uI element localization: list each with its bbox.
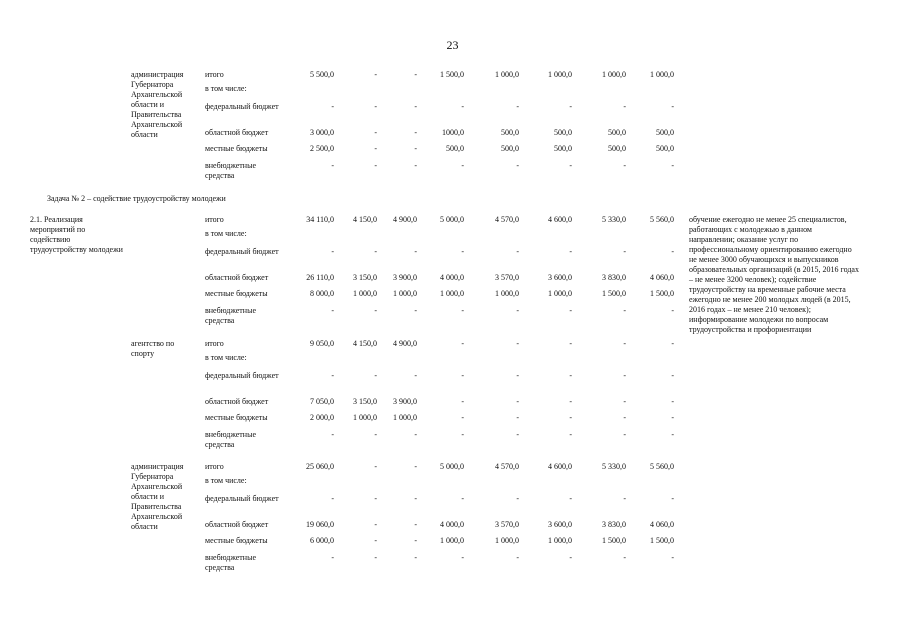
value-cell: -: [516, 161, 519, 170]
value-cell: 3 830,0: [602, 520, 626, 529]
org-name: администрация Губернатора Архангельской области и Правительства Архангельской области: [131, 70, 184, 139]
value-cell: -: [414, 306, 417, 315]
value-cell: -: [569, 430, 572, 439]
value-cell: -: [569, 306, 572, 315]
value-cell: 1 500,0: [602, 289, 626, 298]
org-name: администрация Губернатора Архангельской области и Правительства Архангельской области: [131, 462, 184, 531]
value-cell: 1 500,0: [650, 536, 674, 545]
value-cell: -: [516, 371, 519, 380]
row-label: внебюджетные средства: [205, 306, 256, 325]
value-cell: -: [374, 102, 377, 111]
value-cell: -: [331, 430, 334, 439]
value-cell: -: [414, 161, 417, 170]
value-cell: 5 560,0: [650, 215, 674, 224]
value-cell: -: [374, 371, 377, 380]
value-cell: -: [623, 553, 626, 562]
value-cell: -: [374, 553, 377, 562]
value-cell: 4 060,0: [650, 273, 674, 282]
value-cell: -: [374, 430, 377, 439]
row-label: федеральный бюджет: [205, 494, 279, 503]
value-cell: 19 060,0: [306, 520, 334, 529]
value-cell: -: [671, 371, 674, 380]
value-cell: -: [461, 553, 464, 562]
value-cell: -: [374, 494, 377, 503]
task-heading: Задача № 2 – содействие трудоустройству молодежи: [47, 194, 226, 203]
value-cell: 500,0: [501, 144, 519, 153]
value-cell: 3 000,0: [310, 128, 334, 137]
value-cell: -: [623, 397, 626, 406]
row-label: внебюджетные средства: [205, 161, 256, 180]
value-cell: -: [331, 553, 334, 562]
value-cell: -: [671, 306, 674, 315]
value-cell: 8 000,0: [310, 289, 334, 298]
row-label: местные бюджеты: [205, 536, 268, 545]
value-cell: 1 000,0: [440, 536, 464, 545]
value-cell: 1 000,0: [353, 289, 377, 298]
row-label: итого: [205, 339, 224, 348]
value-cell: 3 150,0: [353, 273, 377, 282]
value-cell: -: [671, 397, 674, 406]
value-cell: 1 000,0: [602, 70, 626, 79]
row-label: федеральный бюджет: [205, 247, 279, 256]
value-cell: -: [461, 247, 464, 256]
value-cell: 2 000,0: [310, 413, 334, 422]
value-cell: -: [414, 462, 417, 471]
value-cell: -: [623, 413, 626, 422]
value-cell: -: [461, 339, 464, 348]
value-cell: -: [414, 247, 417, 256]
value-cell: 25 060,0: [306, 462, 334, 471]
value-cell: 1 500,0: [650, 289, 674, 298]
value-cell: -: [516, 553, 519, 562]
row-label: итого: [205, 215, 224, 224]
value-cell: 1 000,0: [650, 70, 674, 79]
value-cell: -: [671, 494, 674, 503]
row-label: местные бюджеты: [205, 289, 268, 298]
value-cell: -: [516, 430, 519, 439]
value-cell: -: [671, 413, 674, 422]
value-cell: -: [671, 247, 674, 256]
value-cell: 1 000,0: [548, 70, 572, 79]
value-cell: -: [414, 430, 417, 439]
value-cell: 7 050,0: [310, 397, 334, 406]
value-cell: 4 150,0: [353, 215, 377, 224]
value-cell: -: [461, 102, 464, 111]
value-cell: 1 000,0: [393, 413, 417, 422]
row-label: внебюджетные средства: [205, 430, 256, 449]
value-cell: -: [623, 161, 626, 170]
value-cell: 3 830,0: [602, 273, 626, 282]
value-cell: -: [461, 494, 464, 503]
value-cell: 3 150,0: [353, 397, 377, 406]
value-cell: -: [331, 161, 334, 170]
value-cell: -: [461, 413, 464, 422]
value-cell: -: [331, 494, 334, 503]
value-cell: -: [569, 161, 572, 170]
row-label: местные бюджеты: [205, 413, 268, 422]
org-name: агентство по спорту: [131, 339, 175, 358]
value-cell: 1 000,0: [495, 536, 519, 545]
value-cell: 2 500,0: [310, 144, 334, 153]
value-cell: -: [516, 306, 519, 315]
value-cell: 5 000,0: [440, 462, 464, 471]
value-cell: 1 500,0: [440, 70, 464, 79]
row-label: итого: [205, 462, 224, 471]
value-cell: -: [414, 536, 417, 545]
value-cell: -: [569, 247, 572, 256]
row-label: областной бюджет: [205, 520, 269, 529]
row-label: в том числе:: [205, 353, 247, 362]
value-cell: -: [374, 462, 377, 471]
value-cell: -: [374, 520, 377, 529]
value-cell: -: [516, 339, 519, 348]
value-cell: 1 000,0: [548, 536, 572, 545]
value-cell: -: [414, 520, 417, 529]
value-cell: -: [374, 161, 377, 170]
value-cell: -: [569, 413, 572, 422]
value-cell: 1000,0: [442, 128, 464, 137]
value-cell: -: [461, 397, 464, 406]
row-label: в том числе:: [205, 229, 247, 238]
value-cell: -: [414, 553, 417, 562]
value-cell: 4 150,0: [353, 339, 377, 348]
row-label: внебюджетные средства: [205, 553, 256, 572]
value-cell: 3 600,0: [548, 520, 572, 529]
value-cell: 4 600,0: [548, 215, 572, 224]
expected-results: обучение ежегодно не менее 25 специалистов, работающих с молодежью в данном направлении; оказание услуг по профессиональному ориентированию ежегодно не менее 3000 обучающихся и выпускников образовательных организаций (в 2015, 2016 годах – не менее 3200 человек); содействие трудоустройству на временные рабочие места ежегодно не менее 200 молодых людей (в 2015, 2016 годах – не менее 210 человек); информирование молодежи по вопросам трудоустройства и профориентации: [689, 215, 859, 334]
value-cell: 500,0: [446, 144, 464, 153]
value-cell: -: [331, 306, 334, 315]
value-cell: 1 000,0: [440, 289, 464, 298]
value-cell: -: [569, 371, 572, 380]
value-cell: 26 110,0: [306, 273, 334, 282]
value-cell: -: [671, 161, 674, 170]
value-cell: -: [374, 306, 377, 315]
value-cell: -: [461, 161, 464, 170]
value-cell: 3 570,0: [495, 520, 519, 529]
value-cell: 4 900,0: [393, 339, 417, 348]
value-cell: -: [623, 102, 626, 111]
value-cell: 4 000,0: [440, 273, 464, 282]
value-cell: 3 570,0: [495, 273, 519, 282]
value-cell: 1 000,0: [495, 70, 519, 79]
value-cell: 5 000,0: [440, 215, 464, 224]
value-cell: 5 330,0: [602, 215, 626, 224]
value-cell: 3 900,0: [393, 273, 417, 282]
value-cell: -: [374, 536, 377, 545]
value-cell: 4 600,0: [548, 462, 572, 471]
value-cell: -: [569, 397, 572, 406]
value-cell: -: [461, 306, 464, 315]
page-number: 23: [446, 38, 459, 52]
value-cell: -: [516, 102, 519, 111]
value-cell: 1 000,0: [353, 413, 377, 422]
value-cell: 5 330,0: [602, 462, 626, 471]
value-cell: 1 000,0: [495, 289, 519, 298]
value-cell: 4 060,0: [650, 520, 674, 529]
value-cell: 1 000,0: [548, 289, 572, 298]
value-cell: -: [374, 247, 377, 256]
value-cell: -: [331, 371, 334, 380]
measure-name: 2.1. Реализация мероприятий по содействию трудоустройству молодежи: [30, 215, 123, 254]
value-cell: -: [331, 247, 334, 256]
value-cell: -: [331, 102, 334, 111]
value-cell: -: [671, 553, 674, 562]
value-cell: -: [623, 306, 626, 315]
value-cell: 6 000,0: [310, 536, 334, 545]
value-cell: 1 000,0: [393, 289, 417, 298]
value-cell: -: [516, 397, 519, 406]
value-cell: -: [414, 128, 417, 137]
value-cell: 3 900,0: [393, 397, 417, 406]
value-cell: -: [414, 70, 417, 79]
value-cell: -: [569, 339, 572, 348]
value-cell: -: [374, 70, 377, 79]
value-cell: -: [623, 494, 626, 503]
value-cell: -: [461, 430, 464, 439]
value-cell: -: [374, 128, 377, 137]
value-cell: 4 570,0: [495, 215, 519, 224]
value-cell: -: [671, 339, 674, 348]
value-cell: -: [671, 102, 674, 111]
value-cell: -: [569, 553, 572, 562]
value-cell: 500,0: [608, 144, 626, 153]
value-cell: -: [516, 413, 519, 422]
value-cell: 4 570,0: [495, 462, 519, 471]
value-cell: 9 050,0: [310, 339, 334, 348]
value-cell: 1 500,0: [602, 536, 626, 545]
value-cell: -: [569, 494, 572, 503]
value-cell: 500,0: [656, 144, 674, 153]
value-cell: -: [374, 144, 377, 153]
value-cell: 4 900,0: [393, 215, 417, 224]
value-cell: -: [414, 371, 417, 380]
value-cell: -: [516, 494, 519, 503]
row-label: местные бюджеты: [205, 144, 268, 153]
value-cell: 3 600,0: [548, 273, 572, 282]
value-cell: 4 000,0: [440, 520, 464, 529]
row-label: областной бюджет: [205, 128, 269, 137]
value-cell: 34 110,0: [306, 215, 334, 224]
value-cell: 500,0: [554, 144, 572, 153]
value-cell: 5 500,0: [310, 70, 334, 79]
value-cell: 500,0: [501, 128, 519, 137]
row-label: федеральный бюджет: [205, 102, 279, 111]
value-cell: 500,0: [656, 128, 674, 137]
value-cell: -: [414, 102, 417, 111]
value-cell: 5 560,0: [650, 462, 674, 471]
value-cell: -: [623, 247, 626, 256]
value-cell: -: [569, 102, 572, 111]
value-cell: -: [461, 371, 464, 380]
row-label: областной бюджет: [205, 273, 269, 282]
value-cell: -: [623, 371, 626, 380]
value-cell: -: [414, 144, 417, 153]
value-cell: -: [516, 247, 519, 256]
row-label: итого: [205, 70, 224, 79]
row-label: в том числе:: [205, 476, 247, 485]
value-cell: -: [414, 494, 417, 503]
value-cell: 500,0: [608, 128, 626, 137]
value-cell: -: [671, 430, 674, 439]
value-cell: 500,0: [554, 128, 572, 137]
row-label: в том числе:: [205, 84, 247, 93]
row-label: федеральный бюджет: [205, 371, 279, 380]
value-cell: -: [623, 339, 626, 348]
value-cell: -: [623, 430, 626, 439]
row-label: областной бюджет: [205, 397, 269, 406]
